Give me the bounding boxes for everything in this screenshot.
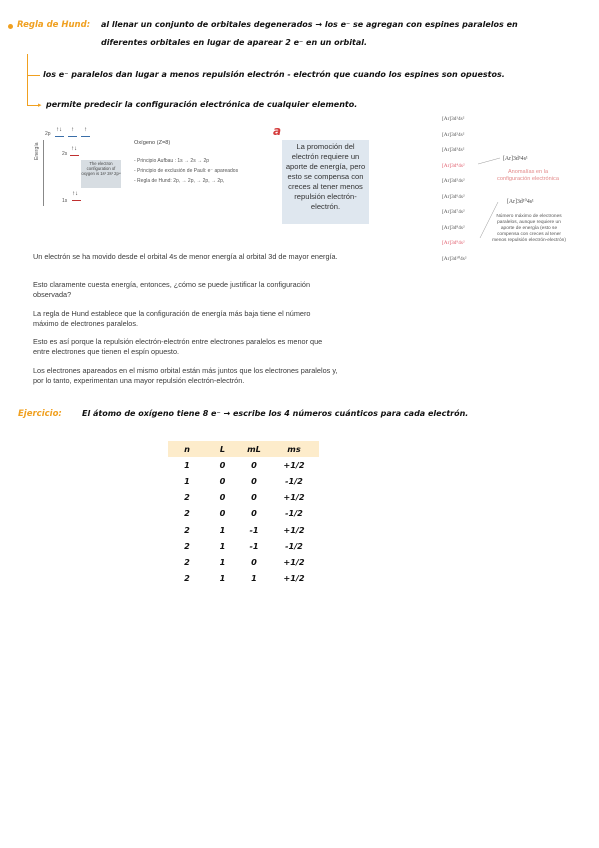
callout-box: La promoción del electrón requiere un aporte de energía, pero esto se compensa con creces al tener menos repulsión electrón-electrón.: [282, 140, 369, 224]
orbital-2p-b: [68, 136, 77, 137]
rule-hund: - Regla de Hund: 2p, → 2p, → 2p, → 2p,: [134, 178, 225, 184]
cell-n: 2: [184, 556, 190, 567]
paragraph-5: Los electrones apareados en el mismo orbital están más juntos que los electrones paralelos y, por lo tanto, experimentan una mayor repulsión electrón-electrón.: [33, 366, 338, 385]
level-2p-label: 2p: [45, 131, 51, 137]
cell-ms: -1/2: [285, 508, 303, 519]
cell-l: 1: [219, 540, 226, 551]
cell-ms: +1/2: [283, 524, 305, 535]
figure-title: Oxígeno (Z=8): [134, 140, 171, 146]
cell-n: 2: [184, 492, 190, 503]
cell-ms: -1/2: [285, 476, 303, 487]
note-predict-configuration: permite predecir la configuración electrónica de cualquier elemento.: [46, 100, 358, 109]
electron-pair-icon: ↑↓: [72, 191, 78, 197]
cell-n: 2: [184, 524, 190, 535]
cell-n: 2: [184, 572, 190, 583]
header-ml: mL: [239, 441, 269, 457]
cell-ms: +1/2: [283, 556, 305, 567]
cell-ml: -1: [249, 524, 259, 535]
electron-up-icon: ↑: [71, 127, 74, 133]
orange-bullet: [8, 24, 13, 29]
arrow-icon: ▸: [38, 102, 42, 109]
exercise-label: Ejercicio:: [18, 409, 62, 419]
table-row: [168, 570, 319, 586]
rule-pauli: - Principio de exclusión de Pauli: e⁻ apareados: [134, 168, 239, 174]
cell-ml: -1: [249, 540, 259, 551]
cell-l: 1: [219, 524, 226, 535]
cell-ml: 0: [251, 556, 257, 567]
cell-ml: 1: [251, 572, 257, 583]
config-item: [Ar]3d⁶4s²: [442, 193, 465, 200]
orbital-1s: [72, 200, 81, 201]
hund-line-2: diferentes orbitales en lugar de aparear 2 e⁻ en un orbital.: [101, 38, 368, 47]
quantum-numbers-table: [168, 441, 319, 586]
table-row: [168, 554, 319, 570]
config-item: [Ar]3d¹4s²: [442, 116, 465, 122]
anomaly-explanation: Número máximo de electrones paralelos, aunque requiere un aporte de energía (esto se compensa con creces al tener menos repulsión electrón-electrón): [492, 214, 566, 243]
cell-ml: 0: [251, 460, 257, 471]
config-item: [Ar]3d⁹4s²: [442, 240, 465, 246]
paragraph-1: Un electrón se ha movido desde el orbital 4s de menor energía al orbital 3d de mayor energía.: [33, 252, 338, 261]
cell-n: 1: [184, 476, 190, 487]
cell-ml: 0: [251, 492, 257, 503]
cell-ml: 0: [251, 508, 257, 519]
paragraph-3: La regla de Hund establece que la configuración de energía más baja tiene el número máximo de electrones paralelos.: [33, 309, 311, 328]
table-row: [168, 521, 319, 537]
tree-branch-1: [27, 54, 40, 76]
paragraph-4: Esto es así porque la repulsión electrón-electrón entre electrones paralelos es menor que entre electrones que tienen el espín opuesto.: [33, 337, 323, 356]
hund-line-1: al llenar un conjunto de orbitales degenerados → los e⁻ se agregan con espines paralelos en: [101, 20, 518, 29]
config-item: [Ar]3d⁵4s²: [442, 178, 465, 184]
anomaly-note: Anomalías en la configuración electrónica: [497, 169, 559, 182]
cell-l: 0: [219, 476, 226, 487]
header-n: n: [168, 441, 206, 457]
orbital-2p-c: [81, 136, 90, 137]
electron-up-icon: ↑: [84, 127, 87, 133]
cell-l: 0: [219, 460, 226, 471]
note-parallel-electrons: los e⁻ paralelos dan lugar a menos repulsión electrón - electrón que cuando los espines son opuestos.: [43, 70, 505, 79]
cell-n: 2: [184, 540, 190, 551]
figure-marker: a: [273, 124, 282, 138]
cell-n: 2: [184, 508, 190, 519]
cell-l: 1: [219, 556, 226, 567]
connector-lines: [460, 150, 510, 250]
config-item: [Ar]3d¹⁰4s²: [442, 255, 467, 262]
config-item: [Ar]3d⁸4s²: [442, 224, 465, 231]
electron-pair-icon: ↑↓: [56, 127, 62, 133]
cell-ml: 0: [251, 476, 257, 487]
table-row: [168, 473, 319, 489]
electron-pair-icon: ↑↓: [71, 146, 77, 152]
rule-aufbau: - Principio Aufbau : 1s → 2s → 2p: [134, 158, 210, 164]
cu-config: [Ar]3d¹⁰4s¹: [507, 199, 534, 205]
cell-ms: -1/2: [285, 540, 303, 551]
config-item: [Ar]3d⁴4s²: [442, 162, 465, 169]
cr-config: [Ar]3d⁵4s¹: [503, 156, 528, 162]
cell-n: 1: [184, 460, 190, 471]
config-item: [Ar]3d²4s²: [442, 131, 465, 138]
orbital-2s: [70, 155, 79, 156]
hund-title: Regla de Hund:: [17, 20, 91, 30]
config-item: [Ar]3d⁷4s²: [442, 209, 465, 215]
exercise-text: El átomo de oxígeno tiene 8 e⁻ → escribe los 4 números cuánticos para cada electrón.: [82, 409, 469, 418]
oxygen-config-box: The electron configuration of oxygen is 1s² 2s² 2p⁴: [81, 160, 121, 188]
energy-axis: [43, 140, 44, 206]
header-ms: ms: [269, 441, 319, 457]
cell-ms: +1/2: [283, 572, 305, 583]
cell-l: 0: [219, 492, 226, 503]
table-row: [168, 505, 319, 521]
cell-l: 1: [219, 572, 226, 583]
header-l: L: [206, 441, 239, 457]
cell-ms: +1/2: [283, 492, 305, 503]
table-row: [168, 489, 319, 505]
table-row: [168, 538, 319, 554]
table-header-row: [168, 441, 319, 457]
cell-l: 0: [219, 508, 226, 519]
orbital-2p-a: [55, 136, 64, 137]
paragraph-2: Esto claramente cuesta energía, entonces, ¿cómo se puede justificar la configuración observada?: [33, 280, 311, 299]
config-item: [Ar]3d³4s²: [442, 147, 465, 153]
level-2s-label: 2s: [62, 151, 68, 157]
level-1s-label: 1s: [62, 198, 68, 204]
energy-axis-label: Energía: [34, 142, 40, 160]
table-row: [168, 457, 319, 473]
cell-ms: +1/2: [283, 460, 305, 471]
